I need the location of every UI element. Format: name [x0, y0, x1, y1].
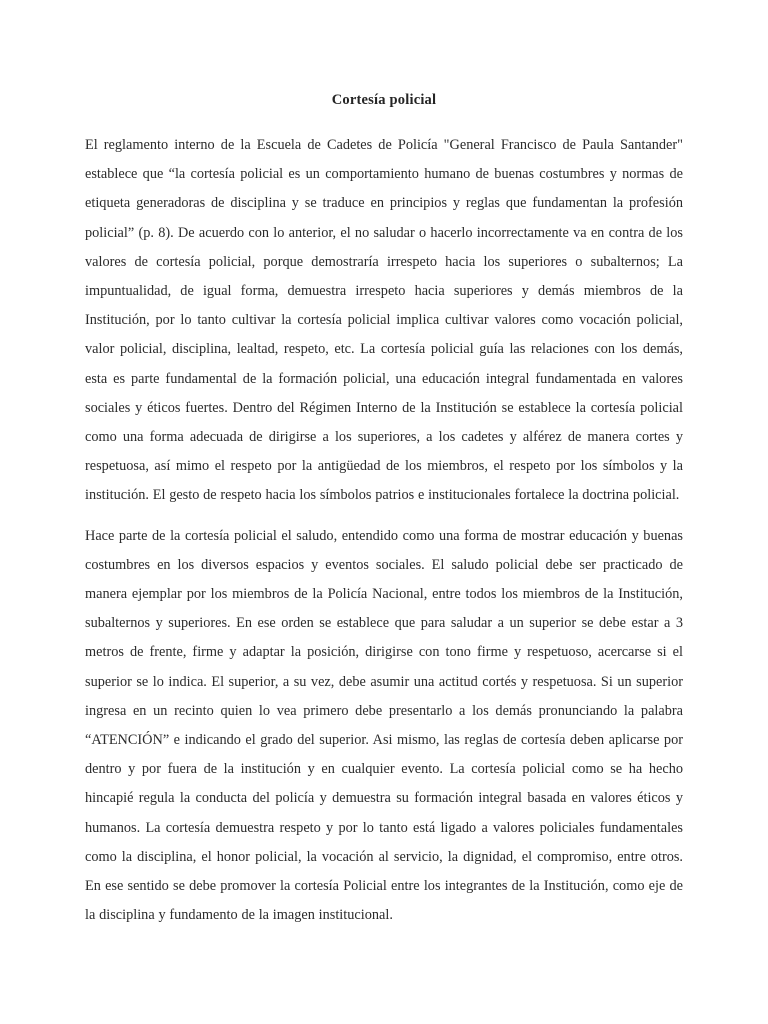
body-paragraph-1: El reglamento interno de la Escuela de Cadetes de Policía "General Francisco de Paula Santander" establece que “la cortesía policial es un comportamiento humano de buenas costumbres y normas de etiqueta generadoras de disciplina y se traduce en principios y reglas que fundamentan la profesión policial” (p. 8). De acuerdo con lo anterior, el no saludar o hacerlo incorrectamente va en contra de los valores de cortesía policial, porque demostraría irrespeto hacia los superiores o subalternos; La impuntualidad, de igual forma, demuestra irrespeto hacia superiores y demás miembros de la Institución, por lo tanto cultivar la cortesía policial implica cultivar valores como vocación policial, valor policial, disciplina, lealtad, respeto, etc. La cortesía policial guía las relaciones con los demás, esta es parte fundamental de la formación policial, una educación integral fundamentada en valores sociales y éticos fuertes. Dentro del Régimen Interno de la Institución se establece la cortesía policial como una forma adecuada de dirigirse a los superiores, a los cadetes y alférez de manera cortes y respetuosa, así mimo el respeto por la antigüedad de los miembros, el respeto por los símbolos y la institución. El gesto de respeto hacia los símbolos patrios e institucionales fortalece la doctrina policial.: [85, 137, 683, 504]
page-title: Cortesía policial: [331, 92, 437, 108]
body-paragraph-2: Hace parte de la cortesía policial el saludo, entendido como una forma de mostrar educación y buenas costumbres en los diversos espacios y eventos sociales. El saludo policial debe ser practicado de manera ejemplar por los miembros de la Policía Nacional, entre todos los miembros de la Institución, subalternos y superiores. En ese orden se establece que para saludar a un superior se debe estar a 3 metros de frente, firme y adaptar la posición, dirigirse con tono firme y respetuoso, acercarse si el superior se lo indica. El superior, a su vez, debe asumir una actitud cortés y respetuosa. Si un superior ingresa en un recinto quien lo vea primero debe presentarlo a los demás pronunciando la palabra “ATENCIÓN” e indicando el grado del superior. Asi mismo, las reglas de cortesía deben aplicarse por dentro y por fuera de la institución y en cualquier evento. La cortesía policial como se ha hecho hincapié regula la conducta del policía y demuestra su formación integral basada en valores éticos y humanos. La cortesía demuestra respeto y por lo tanto está ligado a valores policiales fundamentales como la disciplina, el honor policial, la vocación al servicio, la dignidad, el compromiso, entre otros. En ese sentido se debe promover la cortesía Policial entre los integrantes de la Institución, como eje de la disciplina y fundamento de la imagen institucional.: [85, 527, 683, 924]
document-text-block: [85, 86, 683, 930]
